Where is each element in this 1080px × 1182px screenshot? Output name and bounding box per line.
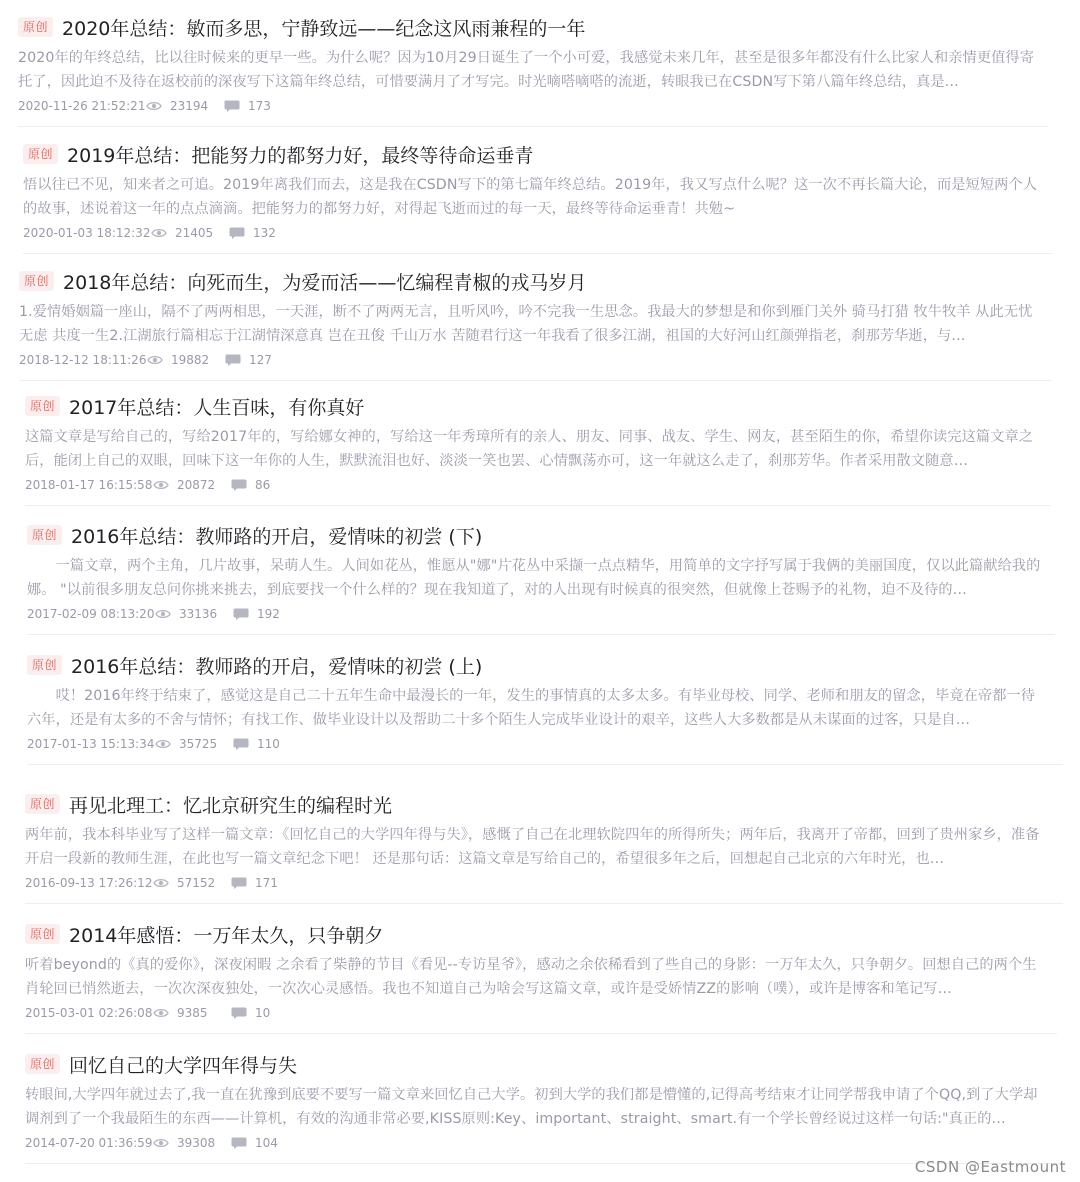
article-summary[interactable]: 这篇文章是写给自己的，写给2017年的，写给娜女神的，写给这一年秀璋所有的亲人、朋友、同事、战友、学生、网友，甚至陌生的你，希望你读完这篇文章之后，能闭上自己的双眼，回味下这一年你的人生，默默流泪也好、淡淡一笑也罢、心情飘荡亦可，这一年就这么走了，刹那芳华。作者采用散文随意… bbox=[25, 429, 1034, 469]
comment-icon bbox=[231, 877, 247, 889]
title-row bbox=[23, 139, 533, 169]
comment-count-value: 171 bbox=[255, 876, 278, 890]
comment-count bbox=[229, 226, 276, 240]
view-count-value: 35725 bbox=[179, 737, 218, 751]
comment-count bbox=[231, 1006, 270, 1020]
article-summary[interactable]: 听着beyond的《真的爱你》，深夜闲暇 之余看了柴静的节目《看见--专访星爷》，感动之余依稀看到了些自己的身影：一万年太久，只争朝夕。回想自己的两个生肖轮回已悄然逝去，一次次深夜独处，一次次心灵感悟。我也不知道自己为啥会写这篇文章，或许是受娇情ZZ的影响（噗），或许是博客和笔记写… bbox=[25, 957, 1037, 997]
article-title[interactable]: 2016年总结：教师路的开启，爱情味的初尝 (上) bbox=[71, 655, 483, 678]
comment-icon bbox=[231, 1007, 247, 1019]
comment-icon bbox=[225, 354, 241, 366]
eye-icon bbox=[153, 479, 169, 491]
article-summary[interactable]: 两年前，我本科毕业写了这样一篇文章：《回忆自己的大学四年得与失》，感慨了自己在北理软院四年的所得所失；两年后，我离开了帝都，回到了贵州家乡，准备开启一段新的教师生涯，在此也写一篇文章纪念下吧！ 还是那句话：这篇文章是写给自己的，希望很多年之后，回想起自己北京的六年时光，也… bbox=[25, 827, 1040, 867]
title-row bbox=[25, 919, 383, 949]
article-title[interactable]: 2020年总结：敏而多思，宁静致远——纪念这风雨兼程的一年 bbox=[62, 17, 586, 40]
view-count bbox=[153, 1006, 231, 1020]
title-row bbox=[25, 789, 392, 819]
article-title[interactable]: 回忆自己的大学四年得与失 bbox=[69, 1054, 298, 1077]
comment-count-value: 10 bbox=[255, 1006, 271, 1020]
article-item[interactable] bbox=[19, 257, 1051, 381]
view-count bbox=[153, 1136, 231, 1150]
comment-count-value: 86 bbox=[255, 478, 271, 492]
article-summary[interactable]: 转眼间,大学四年就过去了,我一直在犹豫到底要不要写一篇文章来回忆自己大学。初到大学的我们都是懵懂的,记得高考结束才让同学帮我申请了个QQ,到了大学却调剂到了一个我最陌生的东西——计算机，有效的沟通非常必要,KISS原则:Key、important、straight、smart.有一个学长曾经说过这样一句话:"真正的… bbox=[25, 1087, 1038, 1127]
article-item[interactable] bbox=[25, 910, 1057, 1034]
comment-count-value: 104 bbox=[255, 1136, 278, 1150]
article-meta bbox=[18, 97, 271, 115]
comment-icon bbox=[231, 1137, 247, 1149]
comment-count bbox=[231, 876, 278, 890]
article-title[interactable]: 再见北理工：忆北京研究生的编程时光 bbox=[69, 794, 393, 817]
view-count bbox=[147, 353, 225, 367]
comment-icon bbox=[231, 479, 247, 491]
eye-icon bbox=[146, 100, 162, 112]
title-row bbox=[27, 520, 482, 550]
eye-icon bbox=[147, 354, 163, 366]
article-item[interactable] bbox=[18, 3, 1048, 127]
title-row bbox=[27, 650, 482, 680]
view-count bbox=[155, 737, 233, 751]
publish-date: 2016-09-13 17:26:12 bbox=[25, 876, 153, 890]
view-count-value: 19882 bbox=[171, 353, 210, 367]
publish-date: 2020-11-26 21:52:21 bbox=[18, 99, 146, 113]
original-badge: 原创 bbox=[25, 396, 60, 416]
publish-date: 2018-01-17 16:15:58 bbox=[25, 478, 153, 492]
eye-icon bbox=[153, 1007, 169, 1019]
view-count-value: 57152 bbox=[177, 876, 216, 890]
comment-count bbox=[225, 353, 272, 367]
comment-count-value: 173 bbox=[248, 99, 271, 113]
article-title[interactable]: 2018年总结：向死而生，为爱而活——忆编程青椒的戎马岁月 bbox=[63, 271, 587, 294]
view-count-value: 33136 bbox=[179, 607, 218, 621]
article-meta bbox=[25, 874, 278, 892]
article-title[interactable]: 2014年感悟：一万年太久，只争朝夕 bbox=[69, 924, 384, 947]
comment-count-value: 192 bbox=[257, 607, 280, 621]
view-count-value: 23194 bbox=[170, 99, 209, 113]
original-badge: 原创 bbox=[18, 17, 53, 37]
view-count bbox=[153, 478, 231, 492]
comment-icon bbox=[233, 608, 249, 620]
view-count-value: 9385 bbox=[177, 1006, 208, 1020]
article-summary[interactable]: 1.爱情婚姻篇一座山，隔不了两两相思，一天涯，断不了两两无言，且听风吟，吟不完我一生思念。我最大的梦想是和你到雁门关外 骑马打猎 牧牛牧羊 从此无忧无虑 共度一生2.江湖旅行篇相忘于江湖情深意真 岂在丑俊 千山万水 苦随君行这一年我看了很多江湖，祖国的大好河山红颜弹指老，刹那芳华逝，与… bbox=[19, 304, 1033, 344]
publish-date: 2018-12-12 18:11:26 bbox=[19, 353, 147, 367]
eye-icon bbox=[153, 1137, 169, 1149]
article-meta bbox=[19, 351, 272, 369]
article-summary[interactable]: 一篇文章，两个主角，几片故事，呆萌人生。人间如花丛，惟愿从"娜"片花丛中采撷一点点精华，用简单的文字抒写属于我俩的美丽国度，仅以此篇献给我的娜。 "以前很多朋友总问你挑来挑去，到底要找一个什么样的？现在我知道了，对的人出现有时候真的很突然，但就像上苍赐予的礼物，迫不及待的… bbox=[27, 558, 1041, 598]
article-meta bbox=[23, 224, 276, 242]
publish-date: 2020-01-03 18:12:32 bbox=[23, 226, 151, 240]
comment-count bbox=[233, 737, 280, 751]
article-meta bbox=[27, 735, 280, 753]
publish-date: 2017-01-13 15:13:34 bbox=[27, 737, 155, 751]
original-badge: 原创 bbox=[25, 794, 60, 814]
view-count bbox=[155, 607, 233, 621]
comment-count-value: 132 bbox=[253, 226, 276, 240]
comment-icon bbox=[224, 100, 240, 112]
view-count-value: 39308 bbox=[177, 1136, 216, 1150]
title-row bbox=[25, 1049, 297, 1079]
view-count bbox=[146, 99, 224, 113]
original-badge: 原创 bbox=[25, 1054, 60, 1074]
article-item[interactable] bbox=[27, 641, 1063, 765]
comment-icon bbox=[233, 738, 249, 750]
comment-count bbox=[231, 1136, 278, 1150]
article-title[interactable]: 2016年总结：教师路的开启，爱情味的初尝 (下) bbox=[71, 525, 483, 548]
article-meta bbox=[27, 605, 280, 623]
comment-count bbox=[231, 478, 270, 492]
publish-date: 2014-07-20 01:36:59 bbox=[25, 1136, 153, 1150]
article-summary[interactable]: 哎！2016年终于结束了，感觉这是自己二十五年生命中最漫长的一年，发生的事情真的太多太多。有毕业母校、同学、老师和朋友的留念，毕竟在帝都一待六年，还是有太多的不舍与情怀；有找工作、做毕业设计以及帮助二十多个陌生人完成毕业设计的艰辛，这些人大多数都是从未谋面的过客，只是自… bbox=[27, 688, 1036, 728]
comment-count bbox=[233, 607, 280, 621]
comment-icon bbox=[229, 227, 245, 239]
article-meta bbox=[25, 476, 270, 494]
view-count bbox=[153, 876, 231, 890]
original-badge: 原创 bbox=[25, 924, 60, 944]
article-meta bbox=[25, 1004, 270, 1022]
article-title[interactable]: 2019年总结：把能努力的都努力好，最终等待命运垂青 bbox=[67, 144, 534, 167]
view-count bbox=[151, 226, 229, 240]
comment-count-value: 110 bbox=[257, 737, 280, 751]
csdn-watermark: CSDN @Eastmount bbox=[914, 1158, 1066, 1176]
article-item[interactable] bbox=[25, 382, 1051, 506]
article-title[interactable]: 2017年总结：人生百味，有你真好 bbox=[69, 396, 365, 419]
comment-count bbox=[224, 99, 271, 113]
article-item[interactable] bbox=[23, 130, 1053, 254]
publish-date: 2015-03-01 02:26:08 bbox=[25, 1006, 153, 1020]
original-badge: 原创 bbox=[19, 271, 54, 291]
view-count-value: 21405 bbox=[175, 226, 214, 240]
article-item[interactable] bbox=[25, 780, 1063, 904]
comment-count-value: 127 bbox=[249, 353, 272, 367]
eye-icon bbox=[153, 877, 169, 889]
title-row bbox=[18, 12, 585, 42]
eye-icon bbox=[155, 608, 171, 620]
eye-icon bbox=[155, 738, 171, 750]
original-badge: 原创 bbox=[23, 144, 58, 164]
article-item[interactable] bbox=[25, 1040, 1065, 1164]
original-badge: 原创 bbox=[27, 525, 62, 545]
eye-icon bbox=[151, 227, 167, 239]
article-summary[interactable]: 悟以往已不见，知来者之可追。2019年离我们而去，这是我在CSDN写下的第七篇年终总结。2019年，我又写点什么呢？这一次不再长篇大论，而是短短两个人的故事，述说着这一年的点点滴滴。把能努力的都努力好，对得起飞逝而过的每一天，最终等待命运垂青！共勉~ bbox=[23, 177, 1037, 217]
original-badge: 原创 bbox=[27, 655, 62, 675]
title-row bbox=[25, 391, 364, 421]
article-item[interactable] bbox=[27, 511, 1055, 635]
title-row bbox=[19, 266, 586, 296]
view-count-value: 20872 bbox=[177, 478, 216, 492]
article-meta bbox=[25, 1134, 278, 1152]
publish-date: 2017-02-09 08:13:20 bbox=[27, 607, 155, 621]
article-summary[interactable]: 2020年的年终总结，比以往时候来的更早一些。为什么呢？因为10月29日诞生了一个小可爱，我感觉未来几年，甚至是很多年都没有什么比家人和亲情更值得寄托了，因此迫不及待在返校前的深夜写下这篇年终总结，可惜要满月了才写完。时光嘀嗒嘀嗒的流逝，转眼我已在CSDN写下第八篇年终总结，真是… bbox=[18, 50, 1034, 90]
